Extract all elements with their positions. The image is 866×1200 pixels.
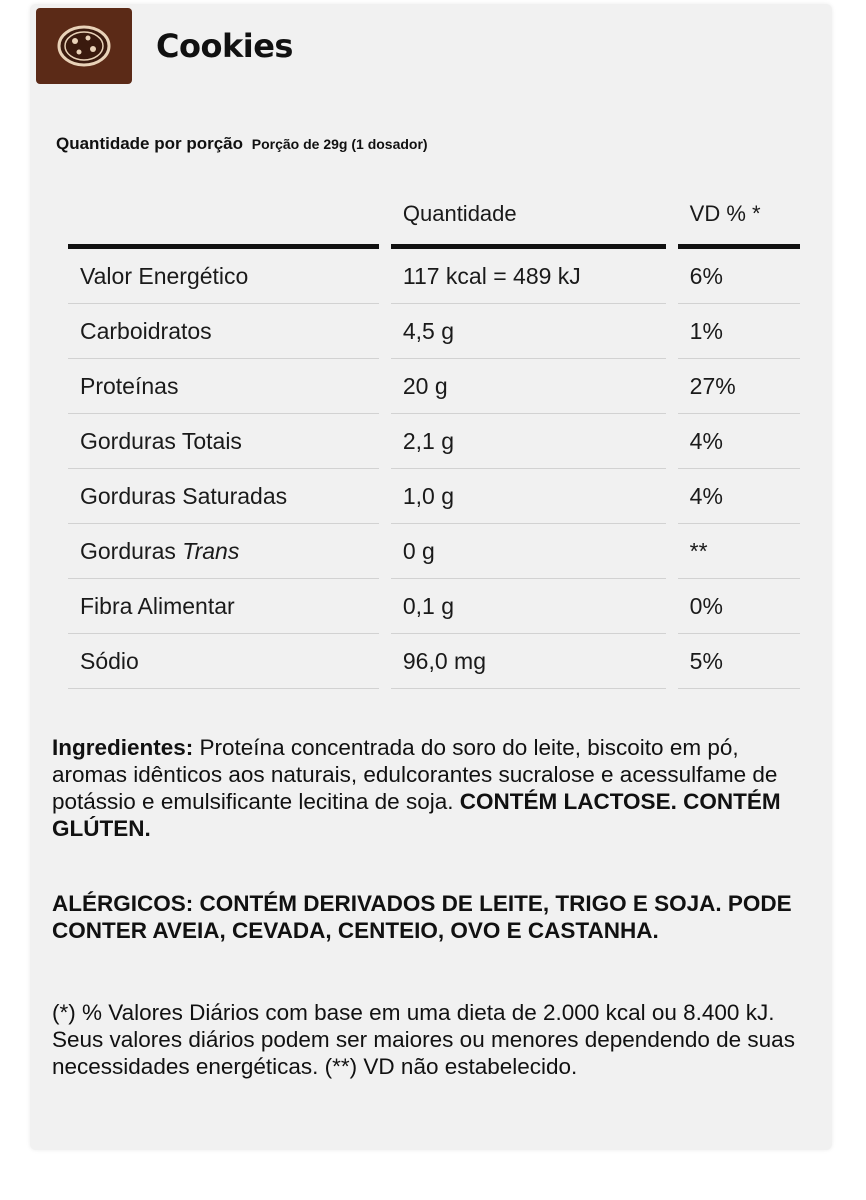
nutrient-dv: 4% [678, 414, 800, 469]
nutrient-name: Gorduras Trans [68, 524, 379, 579]
cookie-icon [36, 8, 132, 84]
nutrient-amount: 0 g [391, 524, 666, 579]
nutrient-dv: ** [678, 524, 800, 579]
nutrient-dv: 4% [678, 469, 800, 524]
table-row [68, 634, 800, 689]
column-header-amount: Quantidade [391, 194, 666, 249]
page-title: Cookies [156, 27, 293, 65]
ingredients-text [52, 734, 812, 842]
serving-detail: Porção de 29g (1 dosador) [251, 136, 428, 152]
column-header-dv: VD % * [678, 194, 800, 249]
nutrient-name-italic: Trans [182, 537, 240, 564]
nutrient-dv: 1% [678, 304, 800, 359]
ingredients-warning: CONTÉM LACTOSE. CONTÉM GLÚTEN. [52, 789, 781, 841]
table-row [68, 524, 800, 579]
table-row [68, 304, 800, 359]
table-row [68, 249, 800, 304]
nutrient-name: Valor Energético [68, 249, 379, 304]
allergens-text: ALÉRGICOS: CONTÉM DERIVADOS DE LEITE, TRIGO E SOJA. PODE CONTER AVEIA, CEVADA, CENTEIO, OVO E CASTANHA. [52, 891, 792, 943]
table-row [68, 579, 800, 634]
nutrient-dv: 27% [678, 359, 800, 414]
nutrient-name: Gorduras Saturadas [68, 469, 379, 524]
nutrient-name: Gorduras Totais [68, 414, 379, 469]
nutrition-table [68, 194, 800, 689]
nutrient-name: Fibra Alimentar [68, 579, 379, 634]
nutrient-name: Sódio [68, 634, 379, 689]
table-row [68, 359, 800, 414]
nutrition-card [30, 4, 832, 1150]
serving-info [56, 134, 428, 154]
footnote-text: (*) % Valores Diários com base em uma dieta de 2.000 kcal ou 8.400 kJ. Seus valores diários podem ser maiores ou menores dependendo de suas necessidades energéticas. (**) VD não estabelecido. [52, 1000, 795, 1079]
nutrient-name: Proteínas [68, 359, 379, 414]
nutrient-dv: 5% [678, 634, 800, 689]
column-header-nutrient [68, 194, 379, 249]
nutrient-dv: 0% [678, 579, 800, 634]
nutrient-amount: 96,0 mg [391, 634, 666, 689]
nutrient-amount: 1,0 g [391, 469, 666, 524]
ingredients-label: Ingredientes: [52, 735, 194, 760]
nutrient-amount: 20 g [391, 359, 666, 414]
ingredients-list: Proteína concentrada do soro do leite, biscoito em pó, aromas idênticos aos naturais, edulcorantes sucralose e acessulfame de potássio e emulsificante lecitina de soja. [52, 735, 778, 814]
nutrient-amount: 4,5 g [391, 304, 666, 359]
nutrient-name: Carboidratos [68, 304, 379, 359]
nutrient-dv: 6% [678, 249, 800, 304]
nutrient-amount: 117 kcal = 489 kJ [391, 249, 666, 304]
nutrient-amount: 2,1 g [391, 414, 666, 469]
header [36, 8, 293, 84]
table-row [68, 469, 800, 524]
serving-label: Quantidade por porção [56, 134, 244, 153]
nutrient-amount: 0,1 g [391, 579, 666, 634]
table-header-row [68, 194, 800, 249]
table-row [68, 414, 800, 469]
